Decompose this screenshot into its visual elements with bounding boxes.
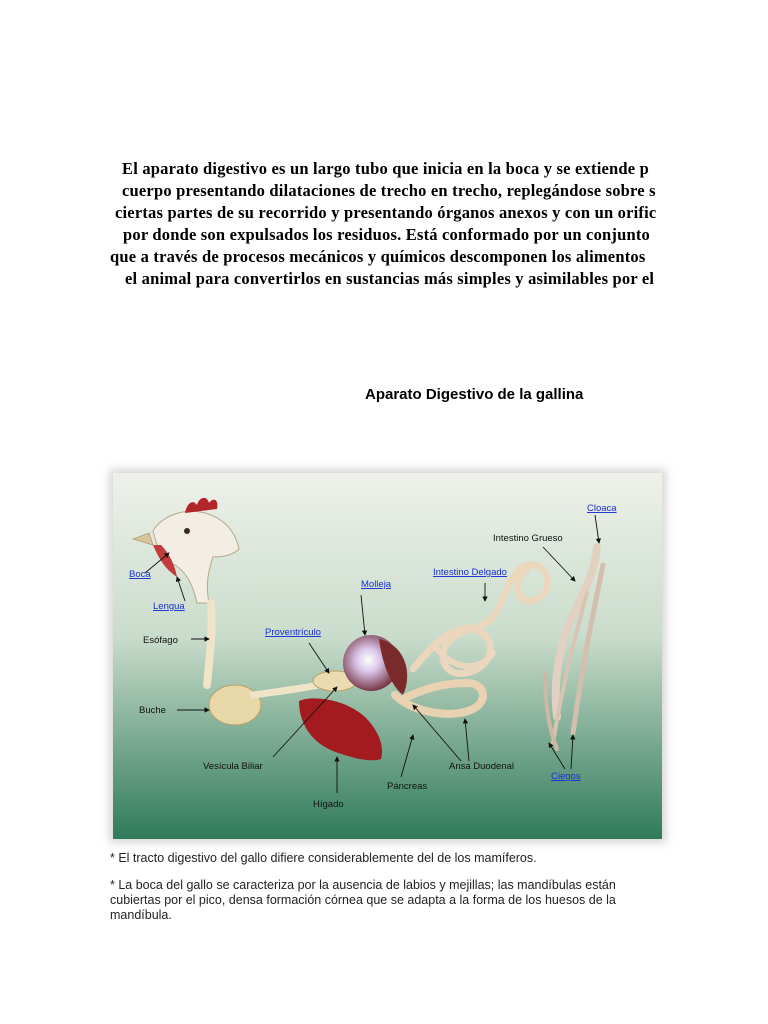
label-higado: Hígado: [313, 799, 344, 810]
label-pancreas: Páncreas: [387, 781, 428, 792]
intro-paragraph: [100, 158, 768, 290]
label-proventriculo[interactable]: Proventrículo: [265, 627, 321, 638]
label-asa-duodenal: Ansa Duodenal: [449, 761, 514, 772]
intro-line: que a través de procesos mecánicos y químicos descomponen los alimentos: [110, 247, 646, 266]
intro-line: cuerpo presentando dilataciones de trecho en trecho, replegándose sobre s: [122, 181, 656, 200]
note-paragraph: * El tracto digestivo del gallo difiere considerablemente del de los mamíferos.: [110, 851, 537, 865]
label-molleja[interactable]: Molleja: [361, 579, 392, 590]
intro-line: por donde son expulsados los residuos. Está conformado por un conjunto: [123, 225, 650, 244]
intro-line: El aparato digestivo es un largo tubo que inicia en la boca y se extiende p: [122, 159, 649, 178]
digestive-diagram: [113, 473, 662, 839]
diagram-svg: [113, 473, 662, 839]
label-intestino-delgado[interactable]: Intestino Delgado: [433, 567, 507, 578]
label-esofago: Esófago: [143, 635, 178, 646]
notes-section: [110, 851, 670, 935]
label-intestino-grueso: Intestino Grueso: [493, 533, 563, 544]
label-buche: Buche: [139, 705, 166, 716]
intro-line: el animal para convertirlos en sustancias más simples y asimilables por el: [125, 269, 655, 288]
label-cloaca[interactable]: Cloaca: [587, 503, 617, 514]
note-paragraph: * La boca del gallo se caracteriza por la ausencia de labios y mejillas; las mandíbulas están cubiertas por el pico, densa formación córnea que se adapta a la forma de los huesos de la mandíbula.: [110, 878, 616, 922]
label-ciegos[interactable]: Ciegos: [551, 771, 581, 782]
figure-title: Aparato Digestivo de la gallina: [365, 386, 584, 403]
label-vesicula: Vesícula Biliar: [203, 761, 263, 772]
crop-shape: [209, 685, 261, 725]
intro-line: ciertas partes de su recorrido y presentando órganos anexos y con un orific: [115, 203, 657, 222]
label-boca[interactable]: Boca: [129, 569, 151, 580]
label-lengua[interactable]: Lengua: [153, 601, 185, 612]
